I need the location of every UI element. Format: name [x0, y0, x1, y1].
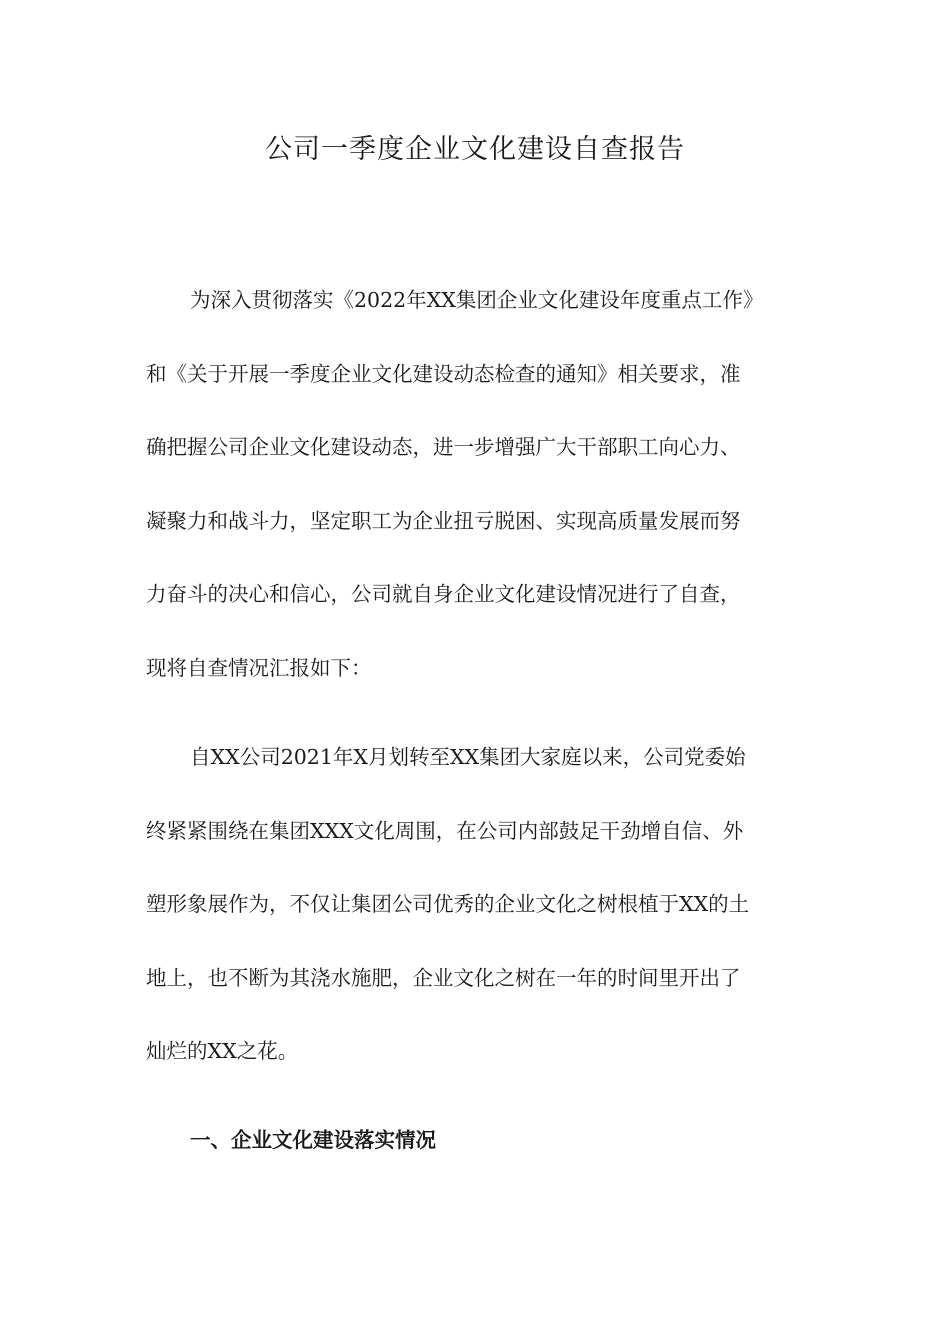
paragraph-background — [146, 721, 806, 1089]
paragraph-line: 自XX公司2021年X月划转至XX集团大家庭以来，公司党委始 — [190, 745, 746, 769]
paragraph-line: 凝聚力和战斗力，坚定职工为企业扭亏脱困、实现高质量发展而努 — [146, 508, 741, 533]
paragraph-line: 确把握公司企业文化建设动态，进一步增强广大干部职工向心力、 — [146, 435, 741, 459]
paragraph-line: 和《关于开展一季度企业文化建设动态检查的通知》相关要求，准 — [146, 361, 741, 386]
paragraph-line: 终紧紧围绕在集团XXX文化周围，在公司内部鼓足干劲增自信、外 — [146, 818, 744, 843]
paragraph-line: 灿烂的XX之花。 — [146, 1039, 299, 1063]
document-title: 公司一季度企业文化建设自查报告 — [265, 134, 685, 165]
paragraph-intro — [146, 264, 806, 705]
paragraph-line: 现将自查情况汇报如下： — [146, 655, 372, 680]
paragraph-line: 塑形象展作为，不仅让集团公司优秀的企业文化之树根植于XX的土 — [146, 892, 750, 916]
paragraph-line: 力奋斗的决心和信心，公司就自身企业文化建设情况进行了自查， — [146, 582, 741, 606]
section-heading: 一、企业文化建设落实情况 — [190, 1128, 436, 1152]
paragraph-line: 为深入贯彻落实《2022年XX集团企业文化建设年度重点工作》 — [190, 288, 764, 312]
paragraph-line: 地上，也不断为其浇水施肥，企业文化之树在一年的时间里开出了 — [146, 965, 741, 990]
